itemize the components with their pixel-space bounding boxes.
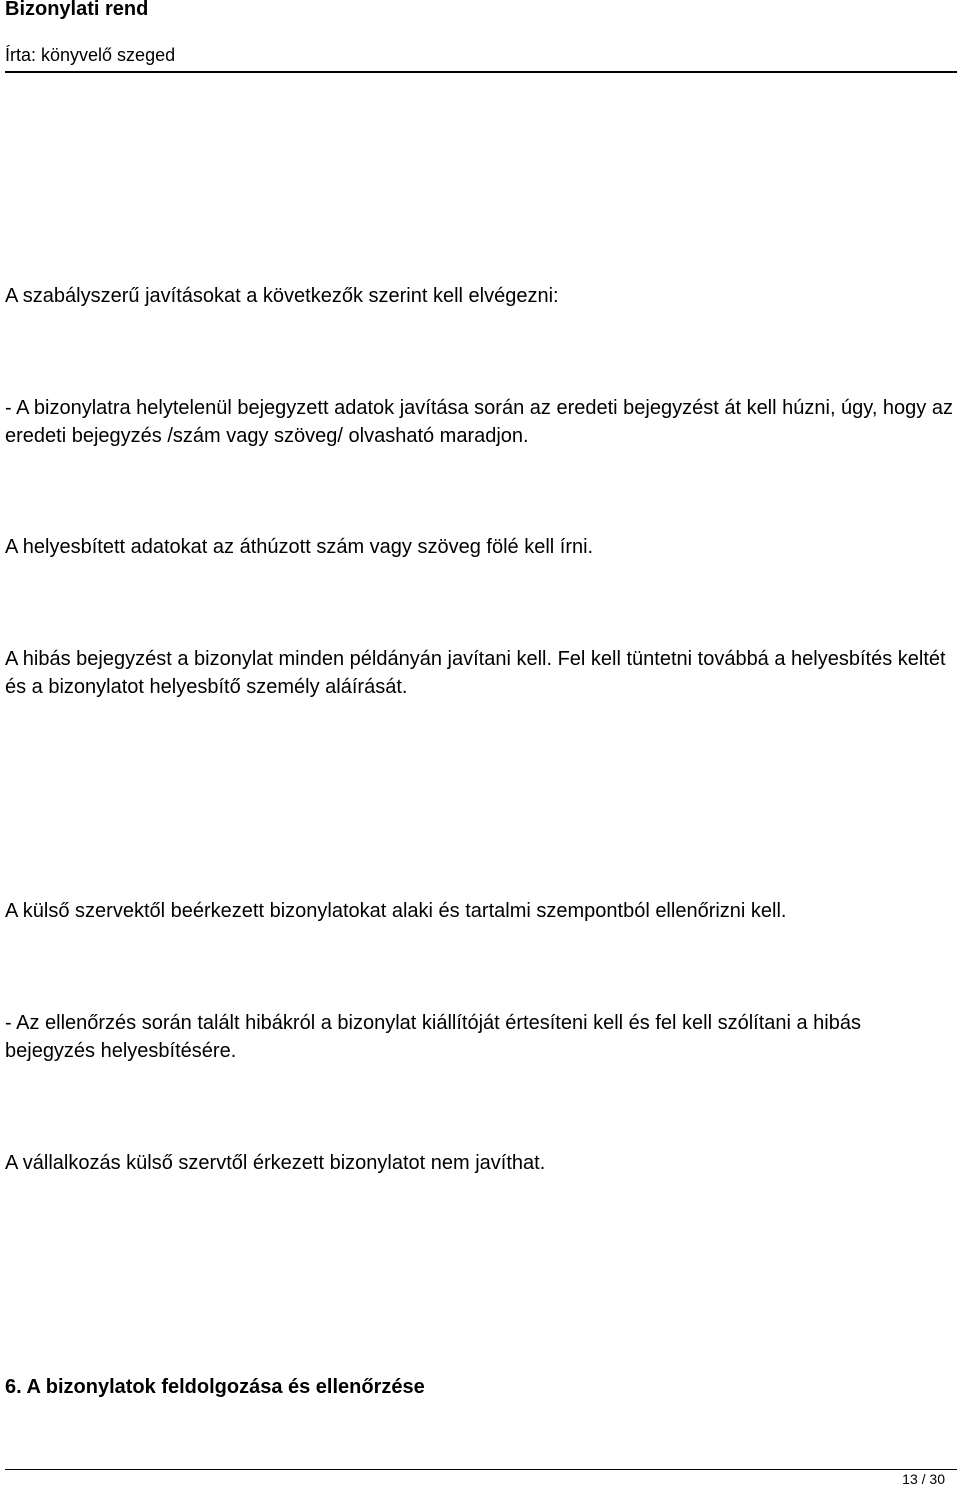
page-number: 13 / 30 xyxy=(902,1471,945,1487)
header-divider xyxy=(5,71,957,73)
section-heading: 6. A bizonylatok feldolgozása és ellenőrzése xyxy=(5,1376,425,1398)
document-title: Bizonylati rend xyxy=(5,0,149,20)
document-author: Írta: könyvelő szeged xyxy=(5,45,176,65)
paragraph-all-copies: A hibás bejegyzést a bizonylat minden példányán javítani kell. Fel kell tüntetni továbbá a helyesbítés keltét és a bizonylatot helyesbítő személy aláírását. xyxy=(5,648,946,698)
paragraph-notify-issuer: - Az ellenőrzés során talált hibákról a bizonylat kiállítóját értesíteni kell és fel kell szólítani a hibás bejegyzés helyesbítésére. xyxy=(5,1012,861,1062)
paragraph-external-check: A külső szervektől beérkezett bizonylatokat alaki és tartalmi szempontból ellenőrizni kell. xyxy=(5,900,787,922)
paragraph-intro: A szabályszerű javításokat a következők szerint kell elvégezni: xyxy=(5,285,559,307)
paragraph-strikethrough-rule: - A bizonylatra helytelenül bejegyzett adatok javítása során az eredeti bejegyzést át kell húzni, úgy, hogy az eredeti bejegyzés /szám vagy szöveg/ olvasható maradjon. xyxy=(5,397,953,447)
paragraph-no-correction: A vállalkozás külső szervtől érkezett bizonylatot nem javíthat. xyxy=(5,1152,546,1174)
paragraph-correction-above: A helyesbített adatokat az áthúzott szám vagy szöveg fölé kell írni. xyxy=(5,536,594,558)
footer-divider xyxy=(5,1469,957,1470)
